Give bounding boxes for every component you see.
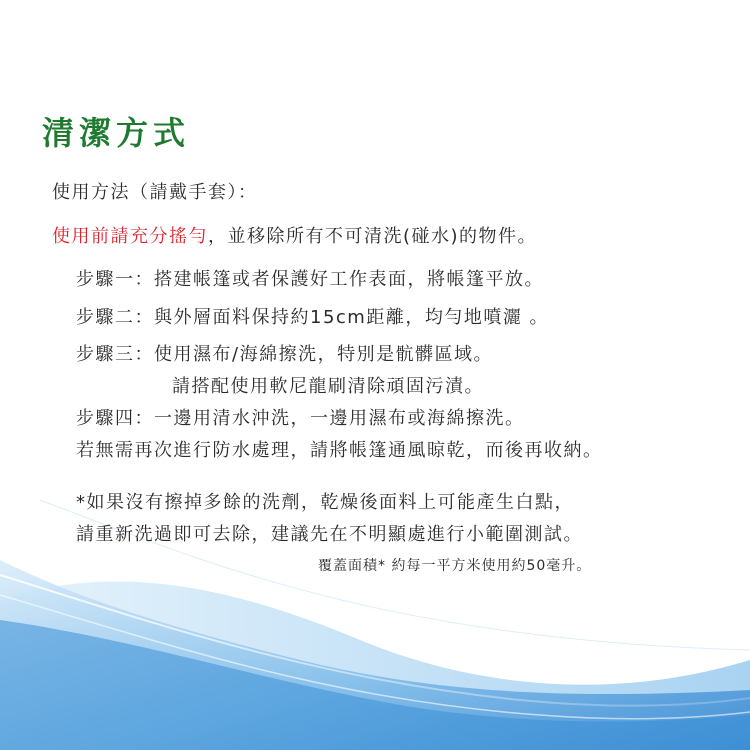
- note-line-1: *如果沒有擦掉多餘的洗劑，乾燥後面料上可能產生白點，: [76, 492, 574, 513]
- note-line-2: 請重新洗過即可去除，建議先在不明顯處進行小範圍測試。: [76, 524, 583, 545]
- page-title: 清潔方式: [42, 114, 191, 152]
- after-instruction: 若無需再次進行防水處理，請將帳篷通風晾乾，而後再收納。: [76, 440, 603, 461]
- step-3-continued: 請搭配使用軟尼龍刷清除頑固污漬。: [172, 376, 484, 397]
- usage-method-heading: 使用方法（請戴手套）：: [52, 182, 258, 203]
- step-4: 步驟四：一邊用清水沖洗，一邊用濕布或海綿擦洗。: [76, 408, 525, 429]
- shake-well-highlight: 使用前請充分搖勻: [52, 226, 208, 247]
- coverage-note: 覆蓋面積* 約每一平方米使用約50毫升。: [318, 558, 592, 574]
- step-2: 步驟二：與外層面料保持約15cm距離，均勻地噴灑 。: [76, 307, 550, 328]
- pre-use-rest: ，並移除所有不可清洗(碰水)的物件。: [208, 226, 538, 247]
- step-1: 步驟一：搭建帳篷或者保護好工作表面，將帳篷平放。: [76, 269, 544, 290]
- step-3: 步驟三：使用濕布/海綿擦洗，特別是骯髒區域。: [76, 344, 494, 365]
- pre-use-instruction: [52, 222, 537, 248]
